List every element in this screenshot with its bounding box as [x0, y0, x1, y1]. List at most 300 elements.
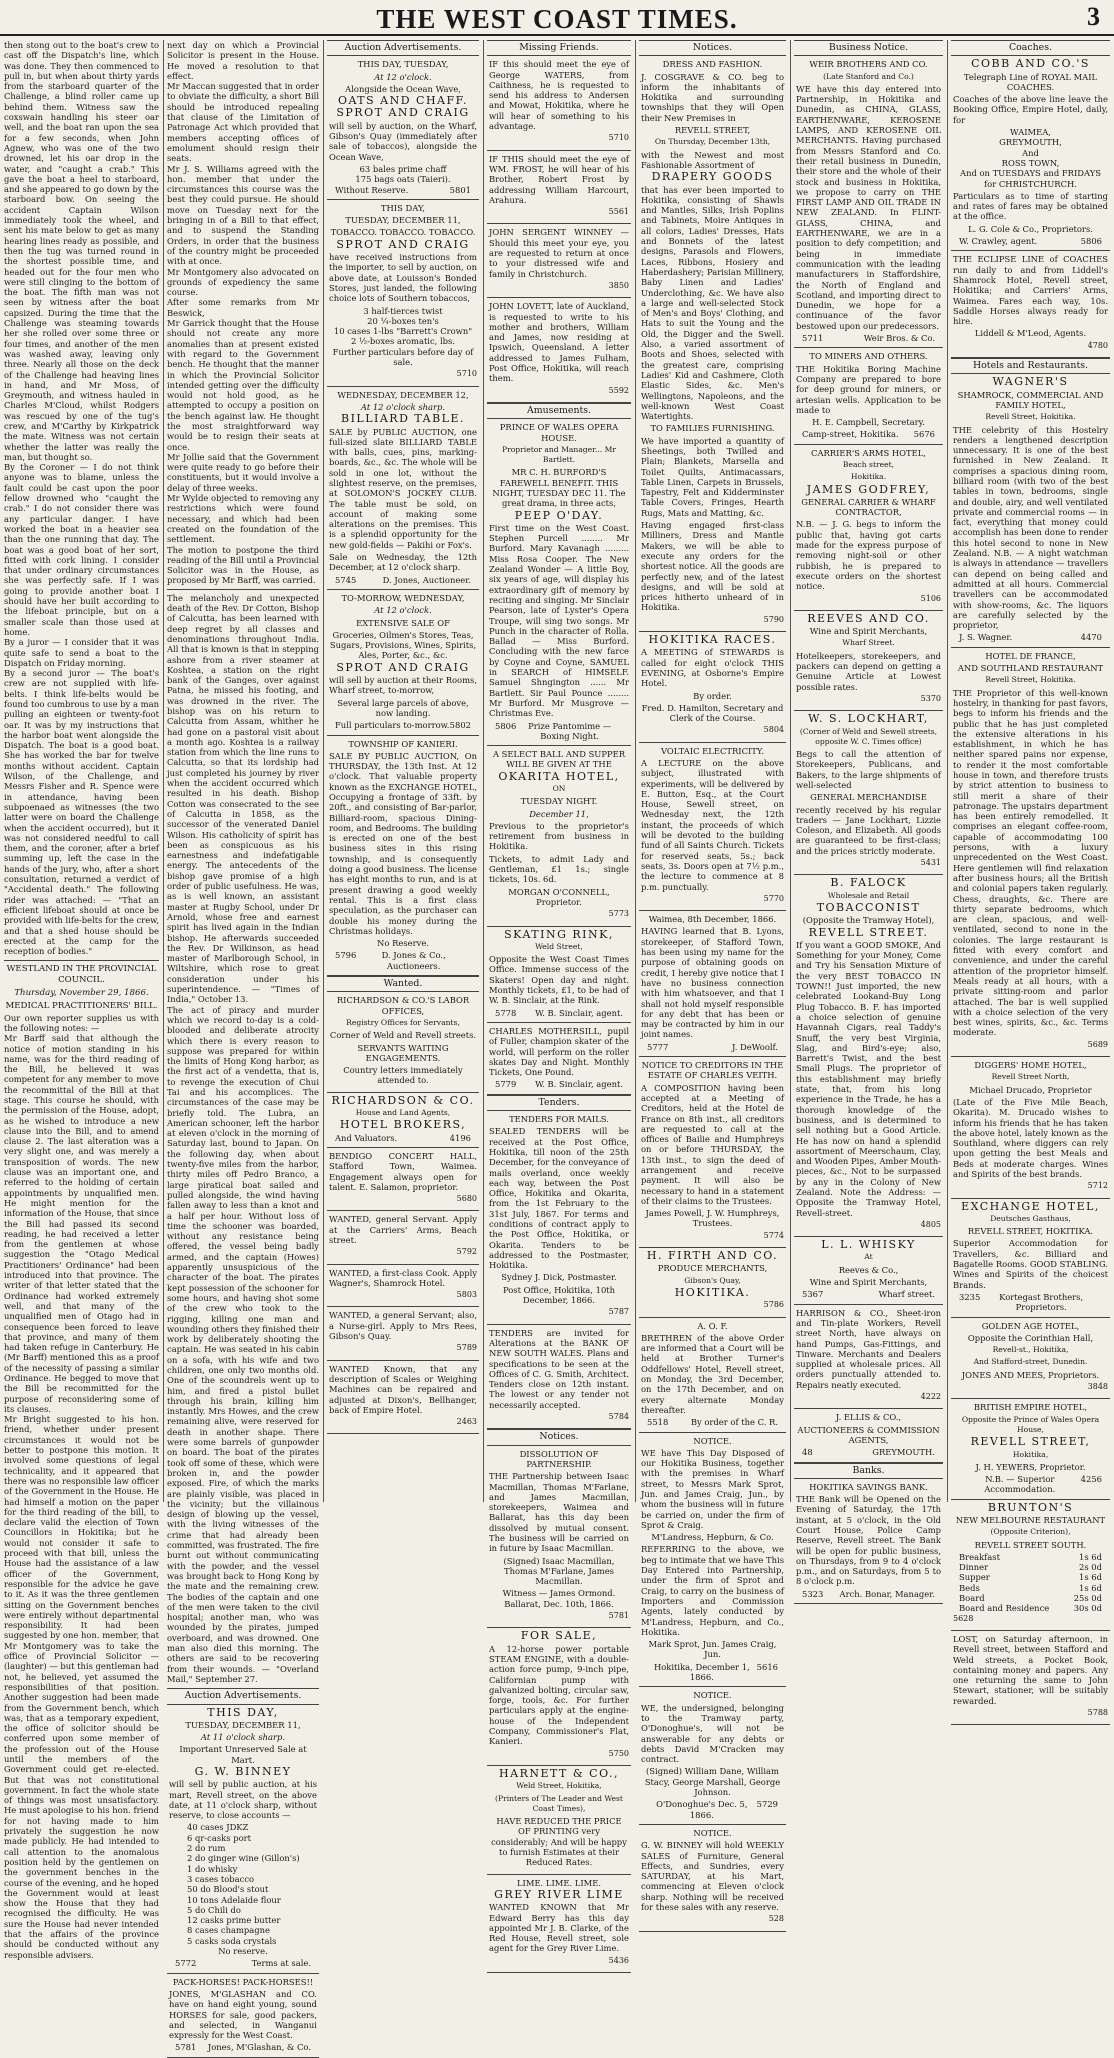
ad-title: NOTICE TO CREDITORS IN THE ESTATE OF CHARLES VEITH. — [641, 1060, 784, 1081]
price-item: Board and Residence — [959, 1603, 1050, 1614]
ad-sign: Jones, M'Glashan, & Co. — [207, 2042, 311, 2053]
section-heading: Notices. — [639, 40, 786, 56]
ad-ref: 3235 — [959, 1291, 981, 1302]
ad-text: GREYMOUTH. — [872, 1447, 935, 1458]
price-value: 30s 0d — [1073, 1603, 1102, 1614]
ad-firth — [639, 1248, 786, 1317]
ad-title: BRUNTON'S — [987, 1500, 1074, 1514]
ad-title: REEVES AND CO. — [807, 611, 930, 625]
ad-sign: Fred. D. Hamilton, Secretary and Clerk of the Course. — [641, 702, 784, 724]
ad-text: Further particulars before day of sale. — [332, 346, 474, 368]
ad-harrison — [794, 1305, 943, 1410]
ad-title: HOTEL DE FRANCE, — [985, 650, 1076, 661]
ad-text: Beach street, — [842, 459, 895, 469]
article-body: next day on which a Provincial Solicitor is present in the House. He moved a resolution to that effect. Mr Maccan suggested that in order to obviate the difficulty, a short Bill should be introduced repealing that clause of the Limitation of Patronage Act which provided that members accepting offices of emolument should resign their seats. Mr J. S. Williams agreed with the hon. member that under the circumstances this course was the best they could pursue. He should move on Tuesday next for the bringing in of a Bill to that effect, and to suspend the Standing Orders, in order that the business of the country might be proceeded with at once. Mr Montgomery also advocated on grounds of expediency the same course. After some remarks from Mr Beswick, Mr Garrick thought that the House should not create any more anomalies than at present existed with regard to the Government bench. He thought that the manner in which the Provincial Solicitor intended getting over the difficulty would not hold good, as he attempted to occupy a position on the bench against law. He thought the most straightforward way would be to resign their seats at once. Mr Jollie said that the Government were quite ready to go before their constituents, but it would involve a delay of three weeks. Mr Wylde objected to removing any restrictions which were found necessary, and which had been created on the foundation of the settlement. The motion to postpone the third reading of the Bill until a Provincial Solicitor was in the House, as proposed by Mr Barff, was carried. — [167, 40, 320, 586]
ad-title: HOKITIKA RACES. — [648, 633, 777, 647]
section-heading: Coaches. — [951, 40, 1110, 56]
ad-title: TENDERS FOR MAILS. — [509, 1114, 609, 1125]
ad-dissolution — [487, 1446, 631, 1629]
ad-sign: W. Crawley, agent. — [959, 236, 1038, 247]
column-7 — [951, 40, 1110, 1718]
ad-text: Hokitika, — [1012, 1449, 1049, 1459]
ad-ref: 4222 — [920, 1392, 941, 1402]
ad-text: Revell-st., Hokitika, — [992, 1345, 1069, 1355]
ad-text: will sell by public auction, at his mart, Revell street, on the above date, at 11 o'clock sharp, without reserve, to close accounts — — [169, 1779, 317, 1821]
item-list — [329, 164, 477, 185]
ad-text: WANTED, a general Servant; also, a Nurse-girl. Apply to Mrs Rees, Gibson's Quay. — [329, 1310, 477, 1342]
ad-ref: 5616 — [756, 1661, 778, 1672]
list-item: 20 ¼-boxes ten's — [367, 315, 439, 326]
list-item: 8 cases champagne — [187, 1925, 270, 1936]
ad-wanted-nurse — [327, 1307, 479, 1360]
ad-text: Weld Street, Hokitika, — [516, 1781, 602, 1791]
ad-text: Corner of Weld and Revell streets. — [329, 1030, 477, 1041]
ad-ref: 5561 — [608, 207, 629, 217]
ad-eclipse — [951, 251, 1110, 358]
ad-text: First time on the West Coast. Stephen Purcell ........ Mr Burford. Mary Kavanagh ......... Miss Rosa Cooper. The New Zealand Wonder — A little Boy, six years of age, will display his extraordinary gift of memory by reciting and singing. Mr Sinclair Pearson, late of Lyster's Opera Troupe, will sing two songs. Mr Punch in the character of Rolla. Ballad — Miss Burford. Concluding with the new farce by Coyne and Coyne, SAMUEL in SEARCH of HIMSELF. Samuel Shngington ...... Mr Bartlett. Sir Paul Pounce ........ Mr Burford. Mr Musgrove — Christmas Eve. — [489, 522, 629, 719]
ad-binney — [167, 1705, 319, 1974]
ad-text: N.B. — J. G. begs to inform the public that, having got carts made for the express purpose of removing night-soil or other rubbish, he is prepared to execute orders on the shortest notice. — [796, 519, 941, 592]
ad-ref: 48 — [802, 1447, 813, 1458]
ad-text: HAVE REDUCED THE PRICE OF PRINTING very considerably; And will be happy to furnish Estimates at their Reduced Rates. — [491, 1816, 627, 1868]
ad-title: RICHARDSON & CO.'S LABOR OFFICES, — [336, 995, 470, 1016]
ad-ref: 5712 — [1087, 1181, 1108, 1191]
ad-text: Wholesale and Retail — [827, 890, 910, 900]
ad-carriers-arms — [794, 445, 943, 611]
column-3 — [327, 40, 479, 1502]
ad-ref: 5806 — [495, 720, 517, 731]
ad-text: Camp-street, Hokitika. — [802, 429, 899, 440]
ad-text: Gibson's Quay, — [684, 1275, 741, 1285]
ad-notice-sprot — [639, 1433, 786, 1688]
ad-text: WANTED, general Servant. Apply at the Carriers' Arms, Beach street. — [329, 1214, 477, 1245]
ad-ref: 5680 — [456, 1194, 477, 1204]
ad-title: CARRIER'S ARMS HOTEL, — [811, 447, 926, 458]
ad-title: GOLDEN AGE HOTEL, — [981, 1320, 1080, 1331]
ad-text: THIS DAY, TUESDAY, — [357, 59, 449, 70]
article-subheading: MEDICAL PRACTITIONERS' BILL. — [5, 1001, 158, 1012]
destination-list — [953, 127, 1108, 168]
ad-aof — [639, 1318, 786, 1433]
ad-sign: H. E. Campbell, Secretary. — [812, 417, 925, 428]
ad-text: IF THIS should meet the eye of WM. FROST, he will hear of his Brother, Robert Frost by addressing William Harcourt, Arahura. — [489, 153, 629, 205]
ad-text: REVELL STREET, — [674, 125, 751, 136]
column-1 — [4, 40, 160, 1960]
ad-ref: 5804 — [763, 725, 784, 735]
ad-text: Important Unreserved Sale at Mart. — [179, 1744, 307, 1765]
ad-text: Deutsches Gasthaus, — [990, 1213, 1071, 1223]
ad-creditors — [639, 1057, 786, 1248]
ad-title: JAMES GODFREY, — [806, 482, 931, 496]
ad-text: Michael Drucado, Proprietor — [969, 1084, 1092, 1095]
section-heading: Wanted. — [327, 976, 479, 992]
ad-text: GENERAL CARRIER & WHARF CONTRACTOR, — [801, 496, 936, 518]
price-value: 2s 0d — [1079, 1562, 1102, 1573]
ad-text: Terms at sale. — [251, 1958, 311, 1969]
list-item: 5 casks soda crystals — [187, 1935, 277, 1946]
ad-text: Previous to the proprietor's retirement from business in Hokitika. — [489, 820, 629, 852]
ad-title: EXCHANGE HOTEL, — [961, 1199, 1100, 1213]
ad-text: REVELL STREET, — [970, 1435, 1091, 1449]
ad-sign: M'Landress, Hepburn, & Co. — [651, 1532, 774, 1543]
ad-text: Revell Street, Hokitika. — [985, 412, 1076, 422]
ad-text: (Printers of The Leader and West Coast Times), — [495, 1793, 623, 1813]
price-row — [953, 1603, 1108, 1613]
ad-text: At 11 o'clock sharp. — [200, 1732, 286, 1743]
ad-lockhart — [794, 711, 943, 875]
ad-text: will sell by auction at their Rooms, Wharf street, to-morrow, — [329, 675, 477, 696]
ad-wanted-scales — [327, 1361, 479, 1435]
ad-text: Reeves & Co., — [838, 1264, 899, 1275]
ad-text: And Valuators. — [335, 1132, 398, 1143]
ad-title: J. ELLIS & CO., — [835, 1412, 902, 1423]
ad-title: DIGGERS' HOME HOTEL, — [974, 1060, 1087, 1071]
ad-oats — [327, 56, 479, 200]
ad-text: SERVANTS WAITING ENGAGEMENTS. — [357, 1042, 449, 1063]
ad-text: with the Newest and most Fashionable Assortment of — [641, 149, 784, 170]
ad-text: On Thursday, December 13th, — [654, 137, 771, 147]
column-rule — [635, 40, 636, 1502]
ad-text: A MEETING of STEWARDS is called for eight o'clock THIS EVENING, at Osborne's Empire Hotel. — [641, 647, 784, 689]
column-rule — [947, 40, 948, 1502]
ad-text: REVELL STREET, HOKITIKA. — [967, 1226, 1094, 1237]
ad-text: By order. — [693, 690, 732, 701]
ad-text: Country letters immediately attended to. — [343, 1065, 463, 1086]
list-item: 10 cases 1-lbs "Barrett's Crown" — [333, 326, 473, 337]
ad-ref: 3850 — [608, 280, 629, 290]
ad-text: (Late of the Five Mile Beach, Okarita). M. Drucado wishes to inform his friends that he has taken the above hotel, lately known as the Southland, where diggers can rely upon getting the best Meals and Beds at moderate charges. Wines and Spirits of the best brands. — [953, 1096, 1108, 1179]
list-item: 12 casks prime butter — [187, 1915, 281, 1926]
ad-ref: 2463 — [456, 1417, 477, 1427]
list-item: 3 cases tobacco — [187, 1873, 255, 1884]
ad-sign: Liddell & M'Leod, Agents. — [974, 328, 1087, 339]
ad-ref: 5784 — [608, 1412, 629, 1422]
ad-ref: 5781 — [175, 2042, 197, 2053]
section-heading: Auction Advertisements. — [167, 1688, 319, 1704]
ad-text: WANTED Known, that any description of Scales or Weighing Machines can be repaired and adjusted at Dixon's, Bellhanger, back of Empire Hotel. — [329, 1363, 477, 1415]
ad-text: JOHN SERGENT WINNEY — Should this meet your eye, you are requested to return at once to your distressed wife and family in Christchurch. — [489, 227, 629, 279]
ad-text: Wine and Spirit Merchants, — [809, 1277, 928, 1288]
section-heading: Auction Advertisements. — [327, 40, 479, 56]
ad-harnett — [487, 1766, 631, 1875]
ad-text: CHARLES MOTHERSILL, pupil of Fuller, champion skater of the world, will perform on the roller skates Day and Night. Monthly Tickets, One Pound. — [489, 1025, 629, 1078]
ad-text: PRODUCE MERCHANTS, — [657, 1263, 768, 1274]
ad-text: At 12 o'clock. — [374, 605, 432, 616]
price-value: 1s 6d — [1079, 1572, 1102, 1583]
list-item: WAIMEA, — [1010, 127, 1051, 138]
ad-diggers-home — [951, 1057, 1110, 1199]
article-body: then stong out to the boat's crew to cast off the Dispatch's line, which was done. They then commenced to pull in, but when about thirty yards from the starboard quarter of the Challenge, a blind roller came up behind them. Witness saw the coxswain handling his steer oar well, and the boat ran upon the sea for a few seconds, when John Agnew, who was one of the two drowned, let his oar drop in the water, and "caught a crab." This gave the boat a heel to starboard, and she appeared to go down by the starboard bow. On seeing the accident Captain Wilson immediately took the wheel, and sent his mate below to get as many hearing lines ready as possible, and then the tug was turned round in the shortest possible time, and headed out for the four men who were still clinging to the bottom of the boat. The fifth man was not seen by witness after the boat capsized. During the time that the Challenge was steaming towards her she rolled over some three or four times, and another of the men was washed away, leaving only three. Nearly all those on the deck of the Challenge had heaving lines in hand, and Mr Moss, of Greymouth, and witness hauled in Charles M'Cloud, whilst Rodgers was rescued by one of the tug's crew, and M'Carthy by Kirkpatrick the mate. Witness was not certain whether the latter was really the man, but thought so. By the Coroner — I do not think anyone was to blame, unless the fault could be cast upon the poor fellow drowned who "caught the crab." I do not consider there was any particular danger. I have worked the boat in a heavier sea than the one running that day. The boat was a good boat of her sort, fitted with cork lining. I consider that under ordinary circumstances she was perfectly safe. If I was going to provide another boat I should have her built according to the lifeboat principle, but on a smaller scale than those used at home. By a juror — I consider that it was quite safe to send a boat to the Dispatch on Friday morning. By a second juror — The boat's crew are not supplied with life-belts. I think life-belts would be found too cumbrous to use by a man pulling an eighteen or twenty-foot oar. It was by my instructions that the harbor boat went alongside the Dispatch. The boat is a good boat. She has worked the bar for twelve months without accident. Captain Wilson, of the Challenge, and Messrs Fisher and R. Spence were in attendance, having been subpoenaed as witnesses (the two latter were on board the Challenge when the accident occurred), but it was not considered needful to call them, and the coroner, after a brief summing up, left the case in the hands of the jury, who, after a short consultation, returned a verdict of "Accidental death." The following rider was attached: — "That an efficient lifeboat should at once be provided with life-belts for the crew, and that a shed house should be erected at the camp for the reception of bodies." — [4, 40, 159, 957]
ad-text: REVELL STREET. — [808, 925, 929, 939]
price-row — [953, 1593, 1108, 1603]
section-heading: Hotels and Restaurants. — [951, 358, 1110, 374]
ad-text: Weld Street, — [535, 941, 583, 951]
ad-text: Witness — James Ormond. Ballarat, Dec. 10th, 1866. — [502, 1588, 616, 1609]
ad-text: And Stafford-street, Dunedin. — [973, 1357, 1088, 1367]
ad-lost — [951, 1631, 1110, 1725]
ad-text: G. W. BINNEY will hold WEEKLY SALES of Furniture, General Effects, and Sundries, every SATURDAY, at his Mart, commencing at Eleven o'clock sharp. Nothing will be received for these sales with any reserve. — [641, 1840, 784, 1912]
item-list — [169, 1822, 317, 1946]
ad-text: Revell Street, Hokitika. — [985, 675, 1076, 685]
ad-savings-bank — [794, 1479, 943, 1604]
ad-text: WE have this day entered into Partnership, in Hokitika and Dunedin, as CHINA, GLASS, EARTHENWARE, KEROSENE LAMPS, AND KEROSENE OIL MERCHANTS. Having purchased from Messrs Stanford and Co. their retail business in Dunedin, their store and the whole of their stock and business in Hokitika, we propose to carry on THE FIRST LAMP AND OIL TRADE IN NEW ZEALAND. In FLINT-GLASS, CHINA, and EARTHENWARE, we are in a position to defy competition; and being in immediate communication with the leading manufacturers in Staffordshire, the North of England and Scotland, and importing direct to Dunedin, we hope for a continuance of the favor bestowed upon our predecessors. — [796, 83, 941, 331]
ad-text: ON — [552, 784, 566, 793]
ad-title: GREY RIVER LIME — [494, 1887, 624, 1901]
ad-text: WANTED KNOWN that Mr Edward Berry has this day appointed Mr J. B. Clarke, of the Red House, Revell street, sole agent for the Grey River Lime. — [489, 1902, 629, 1954]
list-item: And — [1022, 147, 1039, 158]
ad-text: A SELECT BALL AND SUPPER WILL BE GIVEN AT THE — [492, 749, 626, 770]
ad-text: (Opposite the Tramway Hotel), — [802, 915, 935, 926]
ad-reeves — [794, 611, 943, 711]
ad-ref: 5745 — [335, 574, 357, 585]
ad-title: A. O. F. — [697, 1320, 728, 1331]
ad-text: Opposite the Corinthian Hall, — [967, 1332, 1094, 1343]
ad-ref: 4780 — [1087, 340, 1108, 350]
column-rule — [483, 40, 484, 1502]
list-item: 3 half-tierces twist — [363, 305, 443, 316]
ad-tenders-bank — [487, 1325, 631, 1430]
ad-notice-tramway — [639, 1687, 786, 1825]
ad-text: THE Partnership between Isaac Macmillan, Thomas M'Farlane, and James Macmillan, storekeepers, Waimea and Ballarat, has this day been dissolved by mutual consent. The business will be carried on in future by Isaac Macmillan. — [489, 1471, 629, 1554]
ad-title: PEEP O'DAY. — [514, 508, 604, 522]
ad-ref: 5431 — [920, 858, 941, 868]
ad-text: SALE BY PUBLIC AUCTION, On THURSDAY, the 13th Inst. At 12 o'clock. That valuable property known as the EXCHANGE HOTEL, Occupying a frontage of 33ft. by 20ft., and consisting of Bar-parlor, Billiard-room, spacious Dining-room, and Bedrooms. The building is erected on one of the best business sites in this rising township, and is consequently doing a good business. The license has eight months to run, and is at present drawing a good weekly rental. This is a first class speculation, as the purchaser can double his money during the Christmas holidays. — [329, 750, 477, 936]
ad-text: At 12 o'clock sharp. — [360, 401, 446, 412]
ad-text: Several large parcels of above, now landing. — [337, 697, 469, 718]
ad-text: A LECTURE on the above subject, illustrated with experiments, will be delivered by E. Button, Esq., at the Court House, Sewell street, on Wednesday next, the 12th instant, the proceeds of which will be devoted to the building fund of all Saints Church. Tickets for reserved seats, 5s.; back seats, 3s. Doors open at 7½ p.m., the lecture to commence at 8 p.m. punctually. — [641, 758, 784, 892]
price-item: Board — [959, 1593, 985, 1604]
price-row — [953, 1583, 1108, 1593]
ad-sign: W. B. Sinclair, agent. — [535, 1079, 623, 1090]
ad-kanieri — [327, 736, 479, 977]
ad-title: OKARITA HOTEL, — [498, 769, 620, 783]
ad-title: B. FALOCK — [830, 876, 907, 890]
ad-sign: Arch. Bonar, Manager. — [839, 1588, 935, 1599]
ad-ref: 5436 — [608, 1955, 629, 1965]
ad-text: IF this should meet the eye of George WATERS, from Caithness, he is requested to send his address to Andersen and Mowat, Hokitika, where he will hear of something to his advantage. — [489, 59, 629, 132]
ad-title: HOKITIKA SAVINGS BANK. — [809, 1481, 928, 1492]
ad-richardson-agents — [327, 1093, 479, 1148]
ad-title: DISSOLUTION OF PARTNERSHIP. — [519, 1448, 599, 1469]
ad-tobacco — [327, 200, 479, 387]
ad-for-sale — [487, 1628, 631, 1766]
ad-british-empire — [951, 1399, 1110, 1499]
ad-ref: 5781 — [608, 1611, 629, 1621]
ad-title: TOBACCO. TOBACCO. TOBACCO. — [330, 227, 476, 238]
ad-text: AND SOUTHLAND RESTAURANT — [957, 663, 1104, 674]
ad-title: GENERAL MERCHANDISE — [810, 792, 927, 803]
ad-title: TO MINERS AND OTHERS. — [809, 351, 928, 362]
list-item: 1 do whisky — [187, 1863, 238, 1874]
ad-text: Opposite the West Coast Times Office. Immense success of the Skaters! Open day and night. Monthly tickets, £1, to be had of W. B. Sinclair, at the Rink. — [489, 954, 629, 1006]
price-row — [953, 1572, 1108, 1582]
list-item: 175 bags oats (Taieri). — [355, 174, 451, 185]
price-row — [953, 1562, 1108, 1572]
ad-text: Proprietor and Manager... Mr Bartlett. — [501, 444, 617, 465]
ad-title: VOLTAIC ELECTRICITY. — [660, 745, 764, 756]
ad-ref: 5370 — [920, 693, 941, 703]
ad-bruntons — [951, 1500, 1110, 1631]
ad-text: (Opposite Criterion), — [990, 1527, 1071, 1537]
ad-title: SPROT AND CRAIG — [336, 660, 470, 674]
ad-horses — [167, 1974, 319, 2058]
ad-ref: 4470 — [1080, 632, 1102, 643]
ad-sign: Weir Bros. & Co. — [863, 333, 935, 344]
ad-text: TUESDAY, DECEMBER 11, — [185, 1719, 301, 1730]
list-item: 6 qr-casks port — [187, 1832, 251, 1843]
ad-ref: 5323 — [802, 1588, 824, 1599]
ad-ref: 5786 — [763, 1300, 784, 1310]
ad-ref: 5750 — [608, 1748, 629, 1758]
ad-title: DRESS AND FASHION. — [662, 59, 763, 70]
ad-ref: 5796 — [335, 950, 357, 961]
ad-title: H. FIRTH AND CO. — [646, 1249, 779, 1263]
ad-bendigo — [327, 1148, 479, 1211]
newspaper-title: THE WEST COAST TIMES. — [376, 4, 738, 34]
article-date: Thursday, November 29, 1866. — [14, 988, 149, 999]
ad-ref: 5792 — [456, 1247, 477, 1257]
ad-ref: 5787 — [608, 1307, 629, 1317]
ad-text: HOKITIKA. — [674, 1285, 751, 1299]
price-value: 25s 0d — [1073, 1593, 1102, 1604]
ad-text: Begs to call the attention of Storekeepers, Publicans, and Bakers, to the large shipments of well-selected — [796, 749, 941, 790]
ad-missing — [487, 298, 631, 403]
ad-text: If you want a GOOD SMOKE, And Something for your Money, Come and Try his Sensation Mixture of the very BEST TOBACCO IN TOWN!! Just imported, the new celebrated Lookand-Buy Long Plug Tobacco. B. F. has imported a choice selection of genuine Havannah Cigars, real Taddy's Snuff, the very best Virginia, Slag, and Bird's-eye; also, Barrett's Twist, and the best Small Plugs. The proprietor of this establishment may briefly state, that, from his long experience in the Trade, he has a thorough knowledge of the business, and is determined to sell nothing but a Good Article. He has now on hand a splendid assortment of Meerschaum, Clay, and Wooden Pipes, Amber Mouth-pieces, &c., Not to be surpassed by any in the Colony of New Zealand. Note the Address: — Opposite the Tramway Hotel, Revell-street. — [796, 939, 941, 1218]
ad-ref: 5689 — [1087, 1039, 1108, 1049]
ad-ref: 5367 — [802, 1289, 824, 1300]
ad-text: THE Hokitika Boring Machine Company are prepared to bore for deep ground for miners, or artesian wells. Application to be made to — [796, 363, 941, 415]
ad-cobb — [951, 56, 1110, 251]
list-item: 2 ½-boxes aromatic, lbs. — [350, 336, 455, 347]
ad-text: Prize Pantomime — Boxing Night. — [528, 720, 612, 741]
ad-missing — [487, 56, 631, 150]
ad-text: A 12-horse power portable STEAM ENGINE, with a double-action force pump, 9-inch pipe, Californian pump with galvanized bolting, circular saw, forge, tools, &c. For further particulars apply at the engine-house of the Independent Company, Commissioner's Flat, Kanieri. — [489, 1643, 629, 1747]
ad-text: December 11, — [529, 808, 589, 819]
ad-title: HARNETT & CO., — [499, 1766, 619, 1780]
ad-wanted-cook — [327, 1265, 479, 1308]
ad-text: THIS DAY, — [207, 1705, 279, 1719]
ad-text: (Corner of Weld and Sewell streets, opposite W. C. Times office) — [799, 726, 938, 746]
ad-text: HOTEL BROKERS, — [339, 1118, 467, 1132]
ad-title: COBB AND CO.'S — [971, 57, 1090, 71]
ad-title: OATS AND CHAFF. — [337, 94, 469, 108]
ad-sign: By order of the C. R. — [690, 1417, 778, 1428]
column-4 — [487, 40, 631, 1965]
ad-ref: 5770 — [763, 893, 784, 903]
ad-text: JONES, M'GLASHAN and CO. have on hand eight young, sound HORSES for sale, good packers, and selected, in Wanganui expressly for the West Coast. — [169, 1988, 317, 2041]
item-list — [329, 306, 477, 347]
section-heading: Banks. — [794, 1463, 943, 1479]
ad-text: have received instructions from the importer, to sell by auction, on above date, at Louisson's Bonded Stores, just landed, the following choice lots of Southern tobaccos, — [329, 252, 477, 304]
ad-text: Opposite the Prince of Wales Opera House, — [961, 1414, 1100, 1434]
ad-golden-age — [951, 1318, 1110, 1400]
price-value: 1s 6d — [1079, 1551, 1102, 1562]
ad-text: O'Donoghue's Dec. 5, 1866. — [656, 1799, 748, 1820]
ad-title: NOTICE. — [693, 1435, 732, 1446]
ad-title: LIME. LIME. LIME. — [517, 1877, 601, 1888]
ad-text: THE Bank will be Opened on the Evening of Saturday, the 17th instant, at 5 o'clock, in the Old Court House, Police Camp Reserve, Revell street. The Bank will be open for public business, on Thursdays, from 9 to 4 o'clock p.m., and on Saturdays, from 5 to 8 o'clock p.m. — [796, 1494, 941, 1587]
ad-ref: 5773 — [608, 909, 629, 919]
ad-text: Tickets, to admit Lady and Gentleman, £1 1s.; single tickets, 10s. 6d. — [489, 853, 629, 885]
ad-ref: 5710 — [608, 133, 629, 143]
ad-richardson-labor — [327, 992, 479, 1092]
ad-text: Hokitika, December 1, 1866. — [653, 1661, 750, 1683]
ad-text: Revell Street North, — [991, 1072, 1070, 1082]
ad-text: Particulars as to time of starting and rates of fares may be obtained at the office. — [953, 190, 1108, 222]
ad-sign: Mark Sprot, Jun. James Craig, Jun. — [648, 1639, 777, 1660]
ad-text: (Late Stanford and Co.) — [823, 71, 914, 81]
ad-whisky — [794, 1237, 943, 1304]
ad-ref: 5803 — [456, 1290, 477, 1300]
ad-text: We have imported a quantity of Sheetings, both Twilled and Plain; Blankets, Marsella and Toilet Quilts, Antimacassars, Table Linen, Carpets in Brussels, Tapestry, Felt and Kidderminster Table Covers, Fringes, Hearth Rugs, Mats and Matting, &c. — [641, 435, 784, 518]
ad-title: NOTICE. — [693, 1690, 732, 1701]
ad-ref: 5628 — [953, 1613, 974, 1623]
ad-sign: Sydney J. Dick, Postmaster. — [501, 1272, 617, 1283]
ad-sign: James Powell, J. W. Humphreys, Trustees. — [645, 1208, 780, 1229]
ad-text: REFERRING to the above, we beg to intimate that we have This Day Entered into Partnership, under the firm of Sprot and Craig, to carry on the business of Importers and Commission Agents, lately conducted by M'Landress, Hepburn, and Co., Hokitika. — [641, 1544, 784, 1637]
ad-ref: 3848 — [1087, 1382, 1108, 1392]
ad-text: TO-MORROW, WEDNESDAY, — [341, 592, 465, 603]
ad-text: Superior Accommodation for Travellers, &c. Billiard and Bagatelle Rooms. GOOD STABLING. Wines and Spirits of the choicest Brands. — [953, 1238, 1108, 1290]
ad-ref: 5790 — [763, 614, 784, 624]
ad-text: LOST, on Saturday afternoon, in Revell street, between Stafford and Weld streets, a Pocket Book, containing money and papers. Any one returning the same to John Stewart, stationer, will be suitably rewarded. — [953, 1633, 1108, 1706]
ad-wanted-servant — [327, 1211, 479, 1264]
ad-title: EXTENSIVE SALE OF — [356, 617, 450, 628]
section-heading: Missing Friends. — [487, 40, 631, 56]
ad-sign: L. G. Cole & Co., Proprietors. — [968, 223, 1093, 234]
ad-text: At 12 o'clock. — [374, 71, 432, 82]
ad-ref: 4805 — [920, 1219, 941, 1229]
ad-title: G. W. BINNEY — [194, 1764, 292, 1778]
ad-text: HAVING learned that B. Lyons, storekeeper, of Stafford Town, has been using my name for the purpose of obtaining goods on credit, I hereby give notice that I have no business connection with him whatsoever, and that I shall not hold myself responsible for any debt that has been or may be contracted by him in our joint names. — [641, 926, 784, 1040]
ad-text: No Reserve. — [377, 938, 429, 949]
article-heading: WESTLAND IN THE PROVINCIAL COUNCIL. — [6, 964, 157, 985]
list-item: 50 do Blood's stout — [187, 1884, 269, 1895]
section-heading: Notices. — [487, 1429, 631, 1445]
article-body: The melancholy and unexpected death of the Rev. Dr Cotton, Bishop of Calcutta, has been learned with deep regret by all classes and denominations throughout India. All that is known is that in stepping ashore from a river steamer at Koshtea, a station on the right bank of the Ganges, over against Patna, he missed his footing, and was drowned in the river. The bishop was on his return to Calcutta from Assam, whither he had gone on a pastoral visit about a month ago. Koshtea is a railway station from which the line runs to Calcutta, so that its lordship had just completed his journey by river when the accident occurred which resulted in his death. Bishop Cotton was consecrated to the see of Calcutta in 1858, as the successor of the venerated Daniel Wilson. His catholicity of spirit has been as conspicuous as his earnestness and indefatigable energy. The antecedents of the bishop gave promise of a high order of public usefulness. He was, as is well known, an assistant master at Rugby School, under Dr Arnold, whose free and earnest spirit has lived again in the Indian bishop. He afterwards succeeded the Rev. Dr Wilkinson, as head master of Marlborough School, in Wiltshire, which rose to great consideration under his superintendence. — "Times of India," October 13. The act of piracy and murder which we record to-day is a cold-blooded and deliberate atrocity which there is every reason to suppose was prepared for within the limits of Hong Kong harbor, as the first act of a vendetta, that is, to revenge the execution of Chui Tai and his accomplices. The circumstances of the case may be briefly told. The Lubra, an American schooner, left the harbor at eleven o'clock in the morning of Saturday last, bound to Japan. On the following day, when about twenty-five miles from the harbor, thirty miles off Pedro Branco, a large piratical boat sailed and pulled alongside, the wind having fallen away to less than a knot and a half per hour. Without loss of time the schooner was boarded, without any resistance being offered, the vessel being badly armed, and the captain (Howes) apparently unsuspicious of the character of the boat. The pirates kept possession of the schooner for some hours, and having shot some of the crew who took to the rigging, killing one man and wounding others they finished their work by deliberately shooting the captain. He was seated in his cabin on a sofa, with his wife and two children, one only two months old. One of the scoundrels went up to him, and fired a pistol bullet through his brain, killing him instantly. Mrs Howes, and the crew remaining alive, were reserved for death in another shape. There were some barrels of gunpowder on board. The boat of the pirates took off some of these, which were broken in, and the powder exposed. Fire, of which the marks are plainly visible, was placed in the vicinity; but the villainous design of blowing up the vessel, with the living witnesses of the crime that had already been committed, was frustrated. The fire burnt out without communicating with the powder, and the vessel was brought back to Hong Kong by the mate and the remaining crew. The bodies of the captain and one of the men were taken to the civil hospital; another man, who was wounded by the pirates, jumped overboard, and was drowned. One man also died this morning. The others are said to be recovering from their wounds. — "Overland Mail," September 27. — [167, 592, 320, 1684]
ad-text: WEDNESDAY, DECEMBER 12, — [337, 389, 469, 400]
ad-text: House and Land Agents, — [355, 1108, 451, 1118]
column-6 — [794, 40, 943, 1599]
ad-title: FOR SALE, — [520, 1629, 598, 1643]
ad-dewoolf — [639, 911, 786, 1057]
ad-text: recently received by his regular traders — Jane Lockhart, Lizzie Coleson, and Elizabeth. All goods are guaranteed to be first-class; and the prices strictly moderate. — [796, 804, 941, 856]
ad-title: L. L. WHISKY — [821, 1238, 916, 1252]
ad-text: Coaches of the above line leave the Booking Office, Empire Hotel, daily, for — [953, 94, 1108, 125]
ad-ref: 5777 — [647, 1041, 669, 1052]
price-item: Dinner — [959, 1562, 989, 1573]
ad-text: REVELL STREET SOUTH. — [974, 1539, 1087, 1550]
ad-ref: 5779 — [495, 1079, 517, 1090]
ad-title: TOWNSHIP OF KANIERI. — [348, 738, 458, 749]
list-item: 2 do ginger wine (Gillon's) — [187, 1853, 300, 1864]
ad-voltaic — [639, 743, 786, 911]
ad-text: BENDIGO CONCERT HALL, Stafford Town, Waimea. Engagement always open for talent. E. Salamon, proprietor. — [329, 1150, 477, 1192]
ad-opera-house — [487, 419, 631, 746]
ad-cosgrave — [639, 56, 786, 632]
section-heading: Tenders. — [487, 1095, 631, 1111]
ad-text: Telegraph Line of ROYAL MAIL COACHES. — [963, 71, 1098, 92]
ad-title: SPROT AND CRAIG — [336, 106, 470, 120]
ad-groceries — [327, 590, 479, 736]
masthead — [0, 0, 1114, 36]
ad-ref: 528 — [768, 1914, 784, 1924]
ad-missing — [487, 224, 631, 298]
ad-text: Having engaged first-class Milliners, Dress and Mantle Makers, we will be able to execute any orders for the shortest notice. All the goods are perfectly new, and of the latest designs, and will be sold at prices hitherto unheard of in Hokitika. — [641, 520, 784, 613]
price-value: 1s 6d — [1079, 1582, 1102, 1593]
ad-text: N.B. — Superior Accommodation. — [984, 1474, 1056, 1495]
ad-text: J. COSGRAVE & CO. beg to inform the inhabitants of Hokitika and surrounding townships that they will Open their New Premises in — [641, 71, 784, 123]
